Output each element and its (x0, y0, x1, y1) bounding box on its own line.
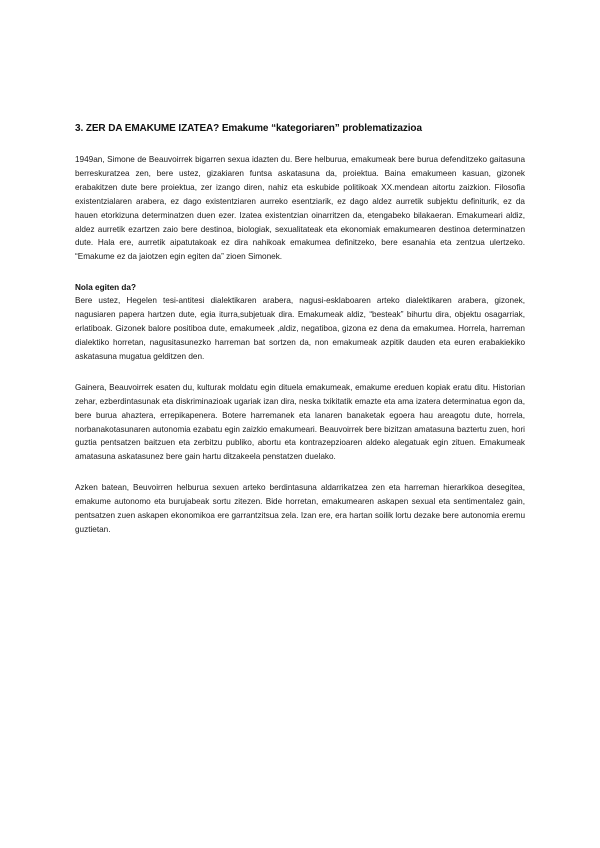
section-paragraph-3: Azken batean, Beuvoirren helburua sexuen arteko berdintasuna aldarrikatzea zen eta harreman hierarkikoa desegitea, emakume autonomo eta burujabeak sortu zitezen. Bide horretan, emakumearen askapen sexual eta sentimentalez gain, pentsatzen zuen askapen ekonomikoa ere garrantzitsua zela. Izan ere, era hartan soilik lortu dezake bere autonomia eremu guztietan. (75, 483, 525, 534)
page-title: 3. ZER DA EMAKUME IZATEA? Emakume “kategoriaren” problematizazioa (75, 123, 422, 134)
section-paragraph-1: Bere ustez, Hegelen tesi-antitesi dialektikaren arabera, nagusi-esklaboaren arteko dialektikaren arabera, gizonek, nagusiaren papera hartzen dute, egia iturra,subjetuak dira. Emakumeak aldiz, “besteak” bihurtu dira, objektu osagarriak, erlatiboak. Gizonek balore positiboa dute, emakumeek ,aldiz, negatiboa, gizona ez dena da emakumea. Horrela, harreman dialektiko horretan, nagusitasunezko harreman bat sortzen da, non emakumeak azpitik dauden eta euren erabakiekiko askatasuna mugatua gelditzen den. (75, 296, 525, 361)
intro-paragraph: 1949an, Simone de Beauvoirrek bigarren sexua idazten du. Bere helburua, emakumeak bere burua defenditzeko gaitasuna berreskuratzea zen, bere ustez, gizakiaren funtsa askatasuna da, proiektua. Baina emakumeen kasuan, gizonek erabakitzen dute bere proiektua, zer izango diren, nahiz eta eskubide politikoak XX.mendean aitortu zaizkion. Filosofia existentzialaren arabera, ez dago existentziaren aurreko esentziarik, ez dago aldez aurretik subjektu definiturik, ez da hauen etorkizuna determinatzen duen ezer. Izatea existentzian oinarritzen da, etengabeko bilakaeran. Emakumeari aldiz, aldez aurretik ezartzen zaio bere destinoa, biologiak, sexualitateak eta ekonomiak emakumearen destinoa determinatzen dute. Hala ere, aurretik aipatutakoak ez dira nahikoak emakumea definitzeko, bere esanahia eta zentzua ulertzeko. “Emakume ez da jaiotzen egin egiten da” zioen Simonek. (75, 155, 525, 262)
section-paragraph-2: Gainera, Beauvoirrek esaten du, kulturak moldatu egin dituela emakumeak, emakume ereduen kopiak eratu ditu. Historian zehar, ezberdintasunak eta diskriminazioak ugariak izan dira, neska txikitatik emazte eta ama izatera determinatua egon da, bere burua ahaztera, errepikapenera. Botere harremanek eta lanaren banaketak egoera hau areagotu dute, horrela, norbanakotasunaren autonomia ezabatu egin zaizkio emakumeari. Beauvoirrek bere bizitzan amatasuna baztertu zuen, hori guztia pentsatzen baitzuen eta zerbitzu publiko, abortu eta kontrazepzioaren aldeko alegatuak egin zituen. Emakumeak amatasuna askatasunez bere gain hartu ditzakeela penstatzen duelako. (75, 382, 525, 462)
document-body (75, 122, 525, 554)
section-heading: Nola egiten da? (75, 283, 136, 293)
